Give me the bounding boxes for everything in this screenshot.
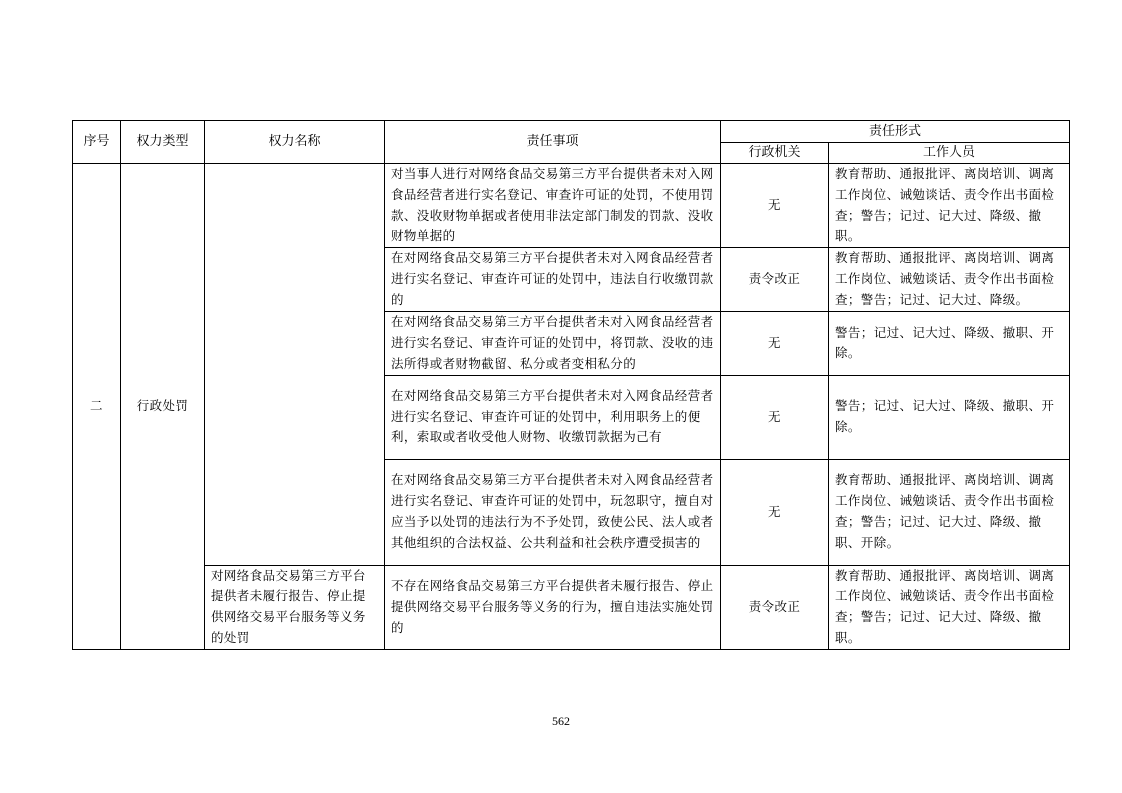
- admin-organ-value: 责令改正: [721, 565, 829, 649]
- responsibility-table: [72, 120, 1070, 650]
- responsibility-item: 在对网络食品交易第三方平台提供者未对入网食品经营者进行实名登记、审查许可证的处罚中，违法自行收缴罚款的: [385, 248, 721, 312]
- responsibility-item: 对当事人进行对网络食品交易第三方平台提供者未对入网食品经营者进行实名登记、审查许可证的处罚，不使用罚款、没收财物单据或者使用非法定部门制发的罚款、没收财物单据的: [385, 164, 721, 248]
- staff-value: 教育帮助、通报批评、离岗培训、调离工作岗位、诫勉谈话、责令作出书面检查；警告；记过、记大过、降级、撤职。: [829, 565, 1070, 649]
- staff-value: 教育帮助、通报批评、离岗培训、调离工作岗位、诫勉谈话、责令作出书面检查；警告；记过、记大过、降级、撤职、开除。: [829, 459, 1070, 565]
- power-name-cell: 对网络食品交易第三方平台提供者未履行报告、停止提供网络交易平台服务等义务的处罚: [205, 565, 385, 649]
- header-power-type: 权力类型: [121, 121, 205, 164]
- staff-value: 警告；记过、记大过、降级、撤职、开除。: [829, 375, 1070, 459]
- header-power-name: 权力名称: [205, 121, 385, 164]
- admin-organ-value: 无: [721, 459, 829, 565]
- page-number: 562: [552, 714, 570, 728]
- table-row: [73, 565, 1070, 649]
- header-responsibility-form: 责任形式: [721, 121, 1070, 143]
- admin-organ-value: 无: [721, 164, 829, 248]
- staff-value: 教育帮助、通报批评、离岗培训、调离工作岗位、诫勉谈话、责令作出书面检查；警告；记过、记大过、降级。: [829, 248, 1070, 312]
- header-staff: 工作人员: [829, 143, 1070, 164]
- header-seq: 序号: [73, 121, 121, 164]
- header-responsibility-items: 责任事项: [385, 121, 721, 164]
- group-power-type: 行政处罚: [121, 164, 205, 650]
- table-row: [73, 164, 1070, 248]
- responsibility-item: 在对网络食品交易第三方平台提供者未对入网食品经营者进行实名登记、审查许可证的处罚中，利用职务上的便利，索取或者收受他人财物、收缴罚款据为己有: [385, 375, 721, 459]
- staff-value: 教育帮助、通报批评、离岗培训、调离工作岗位、诫勉谈话、责令作出书面检查；警告；记过、记大过、降级、撤职。: [829, 164, 1070, 248]
- admin-organ-value: 责令改正: [721, 248, 829, 312]
- table-header-row: [73, 121, 1070, 143]
- responsibility-item: 在对网络食品交易第三方平台提供者未对入网食品经营者进行实名登记、审查许可证的处罚中，玩忽职守，擅自对应当予以处罚的违法行为不予处罚，致使公民、法人或者其他组织的合法权益、公共利益和社会秩序遭受损害的: [385, 459, 721, 565]
- group-seq: 二: [73, 164, 121, 650]
- staff-value: 警告；记过、记大过、降级、撤职、开除。: [829, 312, 1070, 375]
- power-name-cell: [205, 164, 385, 566]
- responsibility-item: 在对网络食品交易第三方平台提供者未对入网食品经营者进行实名登记、审查许可证的处罚中，将罚款、没收的违法所得或者财物截留、私分或者变相私分的: [385, 312, 721, 375]
- header-admin-organ: 行政机关: [721, 143, 829, 164]
- responsibility-item: 不存在网络食品交易第三方平台提供者未履行报告、停止提供网络交易平台服务等义务的行为，擅自违法实施处罚的: [385, 565, 721, 649]
- admin-organ-value: 无: [721, 375, 829, 459]
- admin-organ-value: 无: [721, 312, 829, 375]
